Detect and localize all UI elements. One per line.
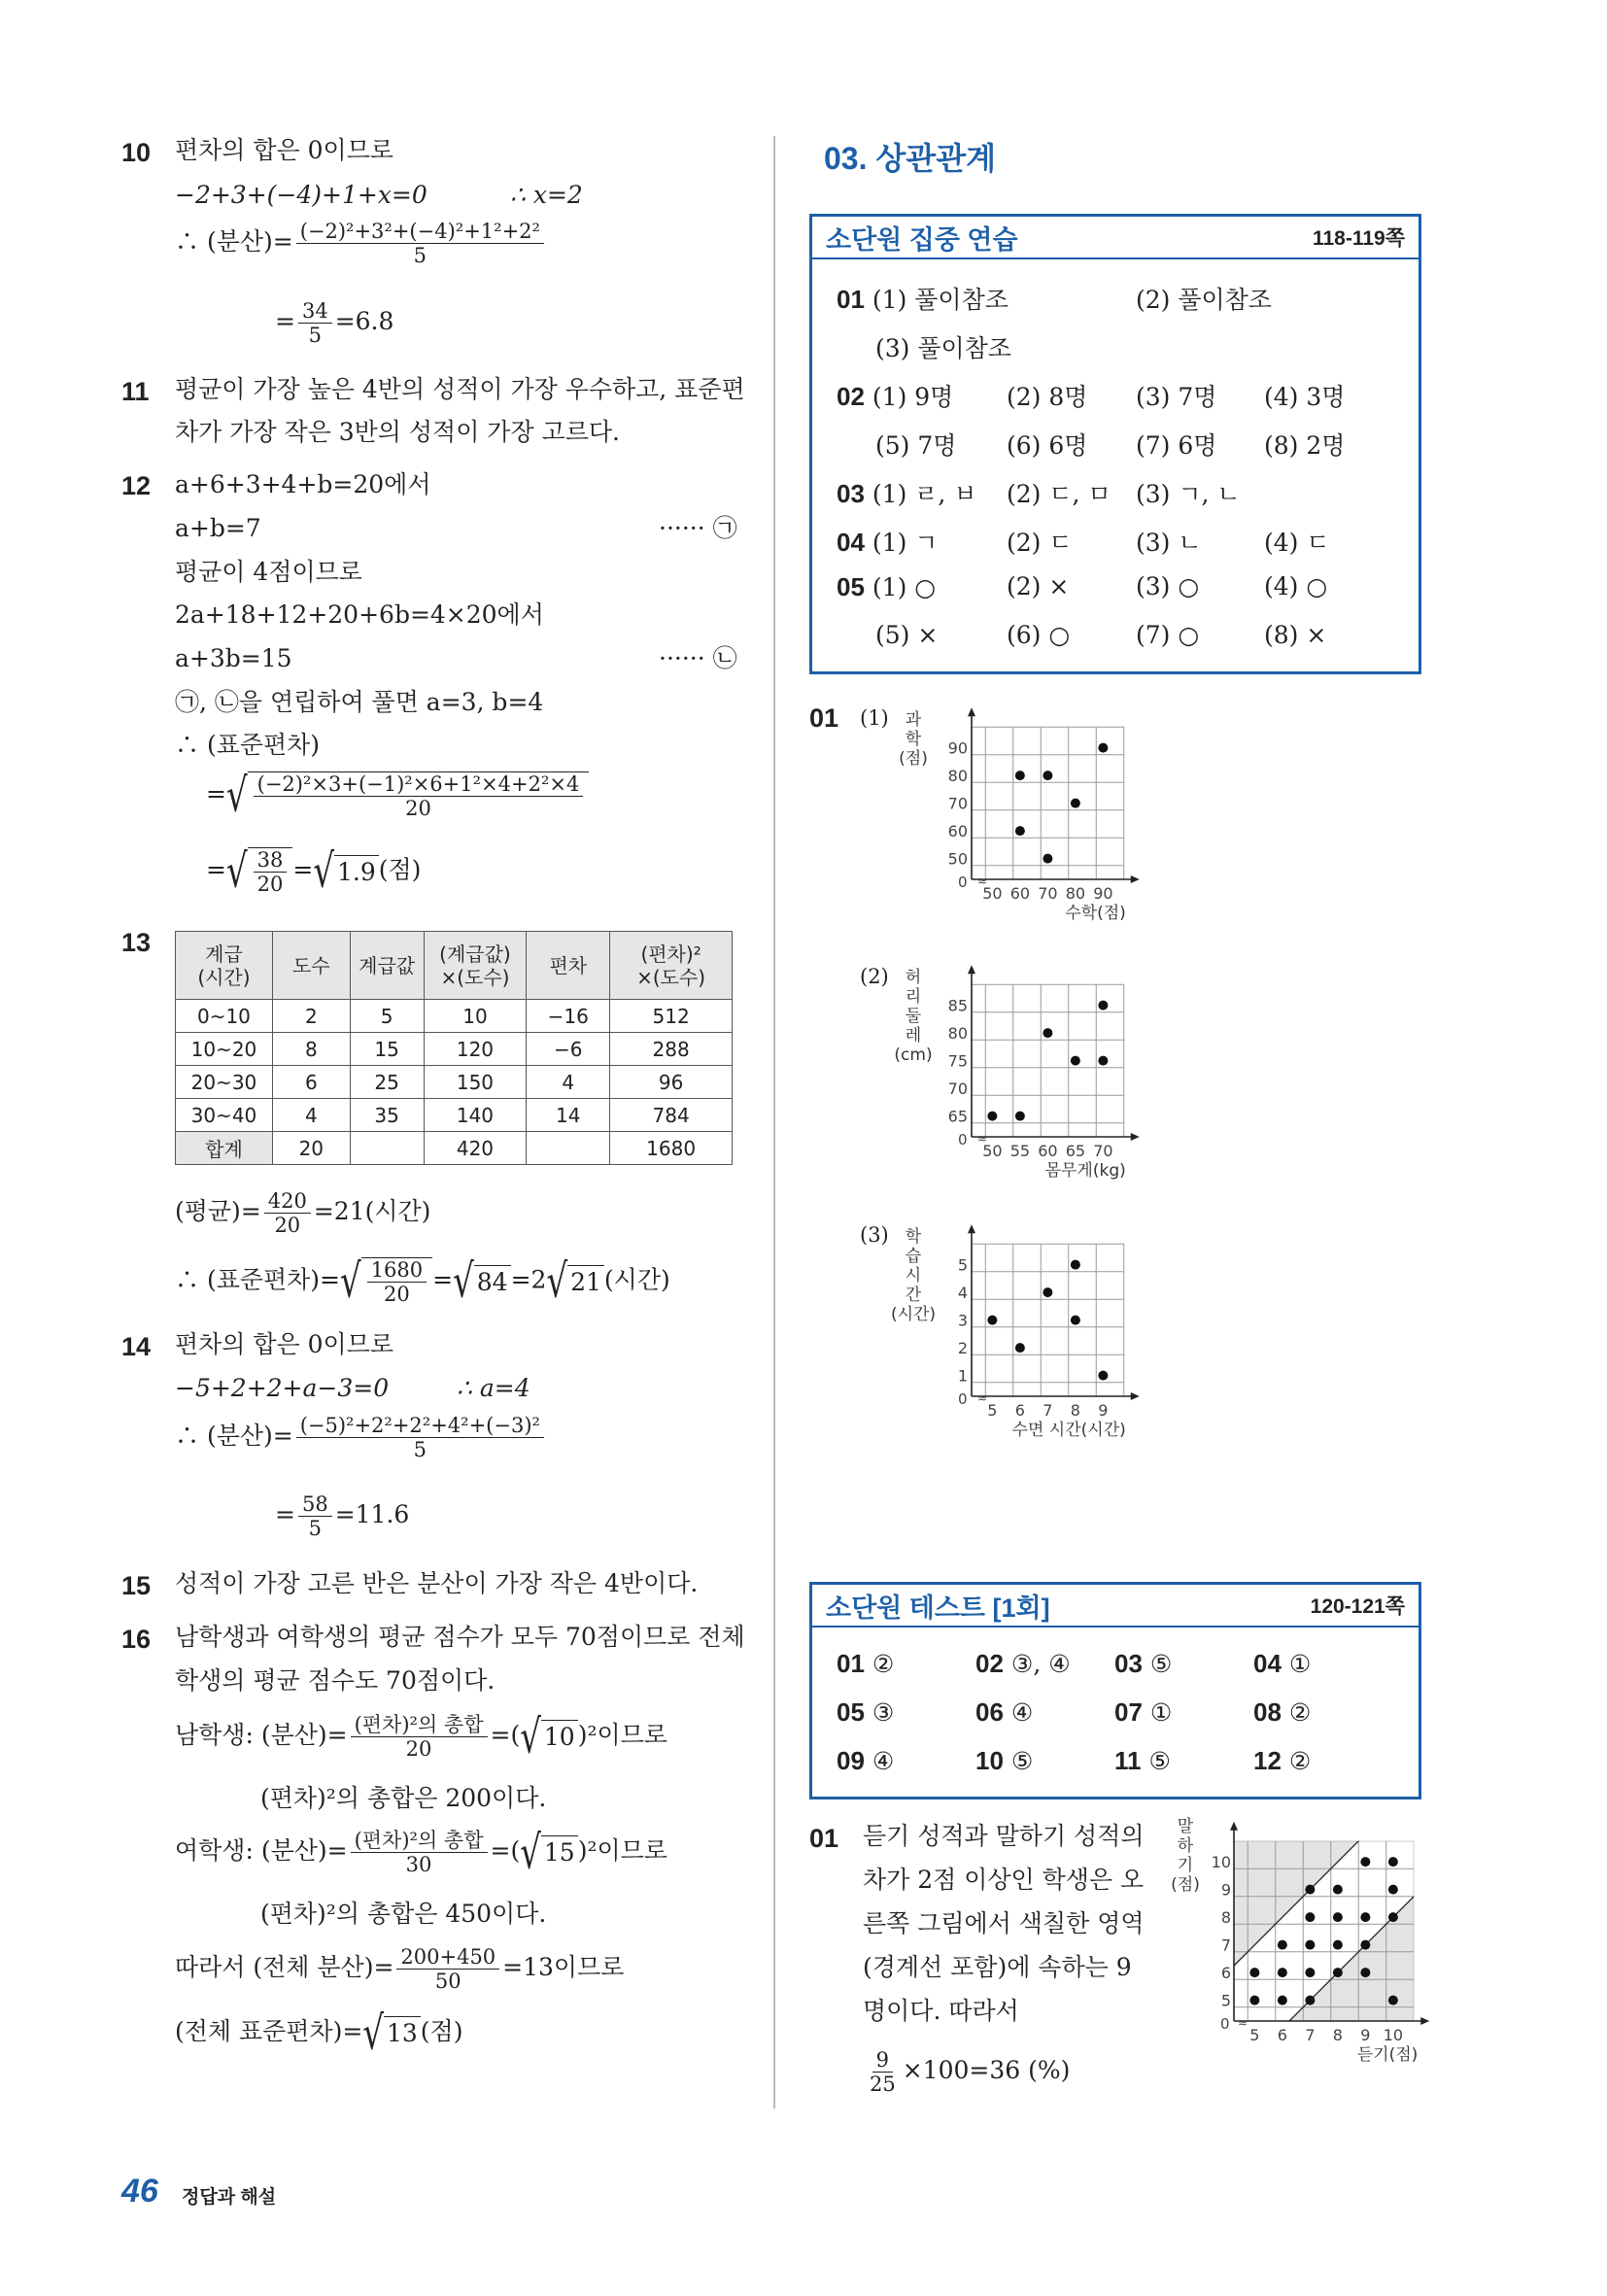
answer-item: 06 ④ bbox=[975, 1697, 1034, 1727]
frequency-table bbox=[175, 931, 733, 1165]
table-cell: 25 bbox=[350, 1066, 424, 1099]
y-axis-label: 학 bbox=[905, 1227, 922, 1247]
answer-item: (3) 7명 bbox=[1136, 383, 1217, 411]
formula-line: 남학생: (분산)= $\frac{\text{(편차)²의 총합}}{20}$ =( √ 10 )²이므로 bbox=[175, 1709, 667, 1765]
table-cell: 4 bbox=[272, 1099, 350, 1132]
y-tick-label: 7 bbox=[1220, 1936, 1231, 1955]
text-line: 성적이 가장 고른 반은 분산이 가장 작은 4반이다. bbox=[175, 1569, 699, 1597]
subpart-label: (2) bbox=[860, 965, 889, 988]
problem-number: 10 bbox=[121, 138, 152, 167]
text-line: ∴ a=4 bbox=[457, 1374, 530, 1402]
x-tick-label: 55 bbox=[1009, 1142, 1031, 1160]
data-point bbox=[987, 1112, 997, 1121]
y-axis-label: 허 bbox=[905, 968, 922, 987]
data-point bbox=[1305, 1968, 1315, 1977]
x-tick-label: 6 bbox=[1014, 1401, 1025, 1420]
table-cell: 합계 bbox=[176, 1132, 273, 1165]
data-point bbox=[1333, 1885, 1343, 1895]
y-axis-label: 시 bbox=[905, 1266, 922, 1285]
data-point bbox=[1015, 826, 1025, 836]
text-line: (경계선 포함)에 속하는 9 bbox=[863, 1953, 1132, 1981]
axis-break-mark: ≈ bbox=[977, 1391, 988, 1405]
y-axis-label: 말 bbox=[1177, 1817, 1194, 1836]
answer-item: (3) 풀이참조 bbox=[875, 334, 1011, 362]
table-cell: 35 bbox=[350, 1099, 424, 1132]
data-point bbox=[1278, 1968, 1287, 1977]
y-tick-label: 5 bbox=[957, 1255, 968, 1275]
y-axis-arrow bbox=[968, 707, 975, 716]
data-point bbox=[1388, 1912, 1398, 1922]
test-answer-box bbox=[809, 1582, 1421, 1799]
answer-item: (6) ○ bbox=[1007, 621, 1071, 649]
y-tick-label: 6 bbox=[1220, 1964, 1231, 1983]
subpart-label: (3) bbox=[860, 1223, 889, 1247]
y-axis-label: (cm) bbox=[894, 1045, 933, 1065]
scatter-chart-math-science bbox=[874, 700, 1146, 923]
origin-label: 0 bbox=[958, 1131, 968, 1148]
table-cell: 140 bbox=[424, 1099, 527, 1132]
x-tick-label: 8 bbox=[1070, 1401, 1080, 1420]
scatter-chart-weight-waist bbox=[874, 957, 1146, 1181]
table-cell bbox=[527, 1132, 610, 1165]
formula-line: = $\frac{58}{5}$ =11.6 bbox=[275, 1492, 410, 1540]
box-title: 소단원 테스트 [1회] bbox=[826, 1593, 1050, 1623]
answer-item: 07 ① bbox=[1114, 1697, 1173, 1727]
table-cell: 120 bbox=[424, 1033, 527, 1066]
solution-number: 01 bbox=[809, 703, 839, 733]
box-page-range: 118-119쪽 bbox=[1312, 227, 1405, 250]
table-row bbox=[176, 1099, 733, 1132]
y-axis-label: 간 bbox=[905, 1285, 922, 1305]
answer-item: 12 ② bbox=[1253, 1746, 1312, 1775]
answer-item: (2) 8명 bbox=[1007, 383, 1088, 411]
x-tick-label: 70 bbox=[1038, 884, 1058, 903]
data-point bbox=[1360, 1912, 1370, 1922]
data-point bbox=[1360, 1857, 1370, 1867]
y-tick-label: 60 bbox=[947, 822, 968, 841]
text-line: 2a+18+12+20+6b=4×20에서 bbox=[175, 600, 544, 629]
x-tick-label: 7 bbox=[1305, 2026, 1316, 2044]
answer-item: (8) × bbox=[1264, 621, 1327, 649]
origin-label: 0 bbox=[1220, 2015, 1230, 2033]
formula-line: 여학생: (분산)= $\frac{\text{(편차)²의 총합}}{30}$ =( √ 15 )²이므로 bbox=[175, 1825, 667, 1880]
formula-line: = $\frac{34}{5}$ =6.8 bbox=[275, 299, 394, 347]
formula-line: (평균)= $\frac{420}{20}$ =21(시간) bbox=[175, 1189, 431, 1237]
data-point bbox=[1098, 1371, 1108, 1381]
data-point bbox=[1043, 771, 1052, 780]
axis-break-mark: ≈ bbox=[1238, 2016, 1248, 2030]
answer-item: (8) 2명 bbox=[1264, 431, 1346, 460]
table-cell: 20~30 bbox=[176, 1066, 273, 1099]
data-point bbox=[1043, 1287, 1052, 1297]
column-divider bbox=[773, 136, 775, 2108]
y-tick-label: 75 bbox=[947, 1051, 968, 1071]
solution-number: 01 bbox=[809, 1824, 839, 1853]
y-axis-label: 과 bbox=[905, 710, 922, 730]
text-line: 명이다. 따라서 bbox=[863, 1997, 1019, 2025]
data-point bbox=[1278, 1940, 1287, 1950]
data-point bbox=[1333, 1968, 1343, 1977]
text-line: ∴ x=2 bbox=[510, 181, 583, 209]
y-axis-label: (시간) bbox=[890, 1305, 937, 1324]
answer-item: (2) × bbox=[1007, 572, 1070, 600]
box-page-range: 120-121쪽 bbox=[1310, 1595, 1405, 1618]
y-axis-arrow bbox=[968, 1224, 975, 1233]
formula-line: ∴ (표준편차)= √ $\frac{1680}{20}$ = √ 84 =2 √ 21 (시간) bbox=[175, 1254, 670, 1309]
origin-label: 0 bbox=[958, 1390, 968, 1408]
x-tick-label: 90 bbox=[1093, 884, 1113, 903]
data-point bbox=[1015, 1343, 1025, 1353]
text-line: a+3b=15 bbox=[175, 644, 292, 672]
answer-item: (5) 7명 bbox=[875, 431, 957, 460]
text-line: (편차)²의 총합은 200이다. bbox=[260, 1784, 547, 1812]
answer-item: (3) ○ bbox=[1136, 572, 1200, 600]
table-cell: 420 bbox=[424, 1132, 527, 1165]
text-line: 평균이 가장 높은 4반의 성적이 가장 우수하고, 표준편 bbox=[175, 375, 745, 403]
data-point bbox=[1305, 1885, 1315, 1895]
table-cell: 6 bbox=[272, 1066, 350, 1099]
data-point bbox=[1071, 1316, 1080, 1325]
x-tick-label: 65 bbox=[1065, 1142, 1086, 1160]
text-line: −5+2+2+a−3=0 bbox=[175, 1374, 390, 1402]
formula-line: ∴ (분산)= $\frac{\text{(−2)²+3²+(−4)²+1²+2²}}{5}$ bbox=[175, 220, 547, 267]
answer-item: 02 ③, ④ bbox=[975, 1649, 1071, 1678]
y-axis-label: 기 bbox=[1177, 1856, 1194, 1875]
table-total-row bbox=[176, 1132, 733, 1165]
problem-number: 14 bbox=[121, 1332, 152, 1361]
y-tick-label: 3 bbox=[957, 1311, 968, 1330]
data-point bbox=[1015, 1112, 1025, 1121]
table-row bbox=[176, 1000, 733, 1033]
practice-answer-box bbox=[809, 214, 1421, 674]
y-axis-label: 리 bbox=[905, 987, 922, 1007]
x-tick-label: 70 bbox=[1093, 1142, 1113, 1160]
table-cell: 10 bbox=[424, 1000, 527, 1033]
x-tick-label: 5 bbox=[987, 1401, 998, 1420]
data-point bbox=[1098, 1056, 1108, 1066]
y-axis-label: 하 bbox=[1177, 1836, 1194, 1856]
table-cell: 1680 bbox=[610, 1132, 733, 1165]
table-cell: 150 bbox=[424, 1066, 527, 1099]
data-point bbox=[1360, 1940, 1370, 1950]
table-cell: 10~20 bbox=[176, 1033, 273, 1066]
table-header: 계급 (시간) bbox=[176, 932, 273, 1000]
answer-item: (4) ○ bbox=[1264, 572, 1328, 600]
x-axis-arrow bbox=[1131, 1133, 1140, 1141]
answer-item: (2) ㄷ bbox=[1007, 529, 1073, 557]
text-line: 남학생과 여학생의 평균 점수가 모두 70점이므로 전체 bbox=[175, 1623, 745, 1651]
y-axis-label: (점) bbox=[1171, 1875, 1200, 1895]
y-tick-label: 8 bbox=[1220, 1908, 1231, 1928]
data-point bbox=[1098, 1001, 1108, 1011]
answer-item: (4) 3명 bbox=[1264, 383, 1346, 411]
box-title: 소단원 집중 연습 bbox=[826, 224, 1018, 255]
answer-item: (4) ㄷ bbox=[1264, 529, 1330, 557]
y-axis-label: (점) bbox=[899, 749, 928, 769]
x-axis-label: 수학(점) bbox=[1065, 904, 1126, 923]
table-header: 계급값 bbox=[350, 932, 424, 1000]
data-point bbox=[1043, 854, 1052, 864]
data-point bbox=[1388, 1857, 1398, 1867]
problem-number: 12 bbox=[121, 471, 152, 500]
problem-number: 13 bbox=[121, 928, 152, 957]
x-axis-label: 수면 시간(시간) bbox=[1011, 1421, 1126, 1440]
x-tick-label: 60 bbox=[1038, 1142, 1058, 1160]
y-axis-label: 레 bbox=[905, 1026, 922, 1045]
table-cell: −6 bbox=[527, 1033, 610, 1066]
formula-line: ∴ (분산)= $\frac{\text{(−5)²+2²+2²+4²+(−3)²}}{5}$ bbox=[175, 1414, 547, 1461]
answer-item: 05 ③ bbox=[837, 1697, 895, 1727]
y-axis-arrow bbox=[1230, 1822, 1238, 1831]
table-cell: 8 bbox=[272, 1033, 350, 1066]
subpart-label: (1) bbox=[860, 706, 889, 730]
answer-item: 08 ② bbox=[1253, 1697, 1312, 1727]
footer-label: 정답과 해설 bbox=[182, 2187, 277, 2208]
data-point bbox=[1333, 1940, 1343, 1950]
text-line: (편차)²의 총합은 450이다. bbox=[260, 1900, 547, 1928]
y-tick-label: 70 bbox=[947, 794, 968, 813]
formula-line: (전체 표준편차)= √ 13 (점) bbox=[175, 2005, 463, 2061]
text-line: −2+3+(−4)+1+x=0 bbox=[175, 181, 427, 209]
y-tick-label: 80 bbox=[947, 1024, 968, 1044]
data-point bbox=[1278, 1996, 1287, 2005]
text-line: 평균이 4점이므로 bbox=[175, 558, 362, 586]
y-tick-label: 4 bbox=[957, 1284, 968, 1303]
data-point bbox=[1305, 1912, 1315, 1922]
table-cell: 5 bbox=[350, 1000, 424, 1033]
table-cell: 20 bbox=[272, 1132, 350, 1165]
formula-line: = √ $\frac{38}{20}$ = √ 1.9 (점) bbox=[206, 844, 422, 899]
data-point bbox=[1388, 1996, 1398, 2005]
answer-row: 02 (1) 9명 bbox=[837, 382, 954, 411]
answer-item: (3) ㄴ bbox=[1136, 529, 1202, 557]
y-axis-arrow bbox=[968, 965, 975, 974]
answer-item: (3) ㄱ, ㄴ bbox=[1136, 480, 1241, 508]
table-cell: 30~40 bbox=[176, 1099, 273, 1132]
table-header: (계급값) ×(도수) bbox=[424, 932, 527, 1000]
x-tick-label: 7 bbox=[1043, 1401, 1053, 1420]
data-point bbox=[1071, 1260, 1080, 1270]
x-tick-label: 10 bbox=[1383, 2026, 1404, 2044]
x-tick-label: 60 bbox=[1009, 884, 1031, 903]
data-point bbox=[987, 1316, 997, 1325]
x-tick-label: 6 bbox=[1277, 2026, 1287, 2044]
table-header: 편차 bbox=[527, 932, 610, 1000]
answer-row: 01 (1) 풀이참조 bbox=[837, 285, 1009, 314]
table-row bbox=[176, 1066, 733, 1099]
y-tick-label: 5 bbox=[1220, 1991, 1231, 2010]
section-title: 03. 상관관계 bbox=[824, 141, 997, 176]
y-tick-label: 80 bbox=[947, 767, 968, 786]
x-tick-label: 9 bbox=[1360, 2026, 1371, 2044]
text-line: 편차의 합은 0이므로 bbox=[175, 136, 393, 164]
table-header: (편차)² ×(도수) bbox=[610, 932, 733, 1000]
data-point bbox=[1071, 1056, 1080, 1066]
text-line: 른쪽 그림에서 색칠한 영역 bbox=[863, 1909, 1145, 1937]
table-cell: 4 bbox=[527, 1066, 610, 1099]
scatter-chart-listening-speaking bbox=[1161, 1812, 1433, 2074]
table-cell: 784 bbox=[610, 1099, 733, 1132]
answer-item: (7) 6명 bbox=[1136, 431, 1217, 460]
text-line: 차가 2점 이상인 학생은 오 bbox=[863, 1866, 1145, 1894]
origin-label: 0 bbox=[958, 874, 968, 891]
data-point bbox=[1305, 1940, 1315, 1950]
y-tick-label: 70 bbox=[947, 1079, 968, 1099]
text-line: 차가 가장 작은 3반의 성적이 가장 고르다. bbox=[175, 418, 620, 446]
data-point bbox=[1098, 743, 1108, 753]
text-line: a+6+3+4+b=20에서 bbox=[175, 470, 431, 498]
table-cell: 512 bbox=[610, 1000, 733, 1033]
table-cell: 96 bbox=[610, 1066, 733, 1099]
table-header: 도수 bbox=[272, 932, 350, 1000]
formula-line: $\frac{9}{25}$ ×100=36 (%) bbox=[870, 2048, 1071, 2096]
formula-line: = √ $\frac{\text{(−2)²×3+(−1)²×6+1²×4+2²×4}}{20}$ bbox=[206, 771, 589, 820]
answer-row: 03 (1) ㄹ, ㅂ bbox=[837, 479, 977, 508]
table-row bbox=[176, 1033, 733, 1066]
y-tick-label: 50 bbox=[947, 849, 968, 869]
data-point bbox=[1015, 771, 1025, 780]
answer-item: 01 ② bbox=[837, 1649, 895, 1678]
y-tick-label: 2 bbox=[957, 1339, 968, 1358]
problem-number: 16 bbox=[121, 1625, 152, 1654]
answer-item: (5) × bbox=[875, 621, 939, 649]
y-tick-label: 85 bbox=[947, 996, 968, 1015]
y-tick-label: 10 bbox=[1211, 1853, 1231, 1872]
problem-number: 11 bbox=[121, 377, 150, 406]
x-axis-arrow bbox=[1420, 2017, 1429, 2025]
problem-number: 15 bbox=[121, 1571, 152, 1600]
answer-item: 11 ⑤ bbox=[1114, 1746, 1171, 1775]
x-tick-label: 50 bbox=[982, 884, 1003, 903]
x-tick-label: 80 bbox=[1065, 884, 1086, 903]
answer-item: (2) 풀이참조 bbox=[1136, 286, 1272, 314]
x-axis-label: 듣기(점) bbox=[1356, 2045, 1419, 2065]
y-tick-label: 9 bbox=[1220, 1880, 1231, 1900]
answer-item: 09 ④ bbox=[837, 1746, 895, 1775]
equation-marker: ······ ㉠ bbox=[659, 514, 737, 542]
x-tick-label: 50 bbox=[982, 1142, 1003, 1160]
table-cell: 14 bbox=[527, 1099, 610, 1132]
formula-line: 따라서 (전체 분산)= $\frac{200+450}{50}$ =13이므로 bbox=[175, 1945, 625, 1993]
data-point bbox=[1333, 1912, 1343, 1922]
text-line: ∴ (표준편차) bbox=[175, 731, 321, 759]
x-axis-label: 몸무게(kg) bbox=[1044, 1161, 1126, 1181]
table-cell: 0~10 bbox=[176, 1000, 273, 1033]
equation-marker: ······ ㉡ bbox=[659, 644, 737, 672]
table-cell bbox=[350, 1132, 424, 1165]
x-tick-label: 5 bbox=[1249, 2026, 1260, 2044]
answer-item: 04 ① bbox=[1253, 1649, 1312, 1678]
data-point bbox=[1071, 799, 1080, 808]
y-axis-label: 학 bbox=[905, 730, 922, 749]
page-number: 46 bbox=[121, 2173, 158, 2210]
x-tick-label: 8 bbox=[1332, 2026, 1343, 2044]
y-tick-label: 1 bbox=[957, 1366, 968, 1386]
table-cell: 288 bbox=[610, 1033, 733, 1066]
answer-item: (2) ㄷ, ㅁ bbox=[1007, 480, 1111, 508]
data-point bbox=[1043, 1028, 1052, 1038]
data-point bbox=[1305, 1996, 1315, 2005]
data-point bbox=[1360, 1968, 1370, 1977]
text-line: 듣기 성적과 말하기 성적의 bbox=[863, 1822, 1145, 1850]
text-line: 학생의 평균 점수도 70점이다. bbox=[175, 1666, 496, 1695]
y-axis-label: 습 bbox=[905, 1247, 922, 1266]
answer-row: 05 (1) ○ bbox=[837, 572, 937, 601]
scatter-chart-sleep-study bbox=[874, 1217, 1146, 1440]
data-point bbox=[1249, 1996, 1259, 2005]
table-cell: 15 bbox=[350, 1033, 424, 1066]
text-line: a+b=7 bbox=[175, 514, 261, 542]
x-axis-arrow bbox=[1131, 875, 1140, 883]
table-cell: −16 bbox=[527, 1000, 610, 1033]
table-cell: 2 bbox=[272, 1000, 350, 1033]
answer-item: 03 ⑤ bbox=[1114, 1649, 1173, 1678]
axis-break-mark: ≈ bbox=[977, 1132, 988, 1146]
data-point bbox=[1388, 1885, 1398, 1895]
text-line: ㉠, ㉡을 연립하여 풀면 a=3, b=4 bbox=[175, 688, 544, 716]
answer-row: 04 (1) ㄱ bbox=[837, 528, 939, 557]
answer-item: (6) 6명 bbox=[1007, 431, 1088, 460]
answer-item: 10 ⑤ bbox=[975, 1746, 1034, 1775]
axis-break-mark: ≈ bbox=[977, 874, 988, 888]
data-point bbox=[1249, 1968, 1259, 1977]
y-axis-label: 둘 bbox=[905, 1007, 922, 1026]
answer-item: (7) ○ bbox=[1136, 621, 1200, 649]
text-line: 편차의 합은 0이므로 bbox=[175, 1330, 393, 1358]
y-tick-label: 90 bbox=[947, 738, 968, 758]
x-axis-arrow bbox=[1131, 1392, 1140, 1400]
x-tick-label: 9 bbox=[1098, 1401, 1109, 1420]
y-tick-label: 65 bbox=[947, 1107, 968, 1126]
